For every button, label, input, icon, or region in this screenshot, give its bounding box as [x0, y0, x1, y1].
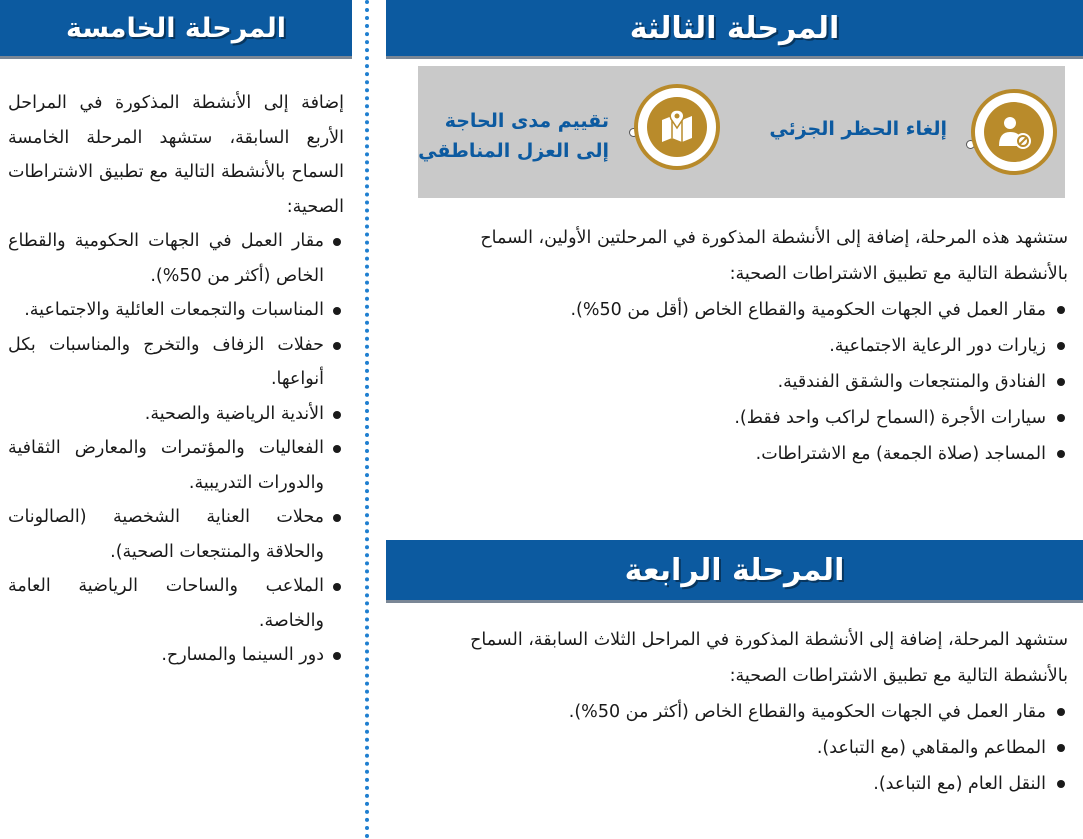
area-isolation-line2: إلى العزل المناطقي: [418, 140, 609, 162]
map-badge: [634, 84, 720, 170]
stage4-intro: ستشهد المرحلة، إضافة إلى الأنشطة المذكورة في المراحل الثلاث السابقة، السماح بالأنشطة التالية مع تطبيق الاشتراطات الصحية:: [470, 630, 1068, 686]
list-item: المناسبات والتجمعات العائلية والاجتماعية.: [8, 293, 344, 328]
list-item: سيارات الأجرة (السماح لراكب واحد فقط).: [412, 400, 1068, 436]
column-divider: [365, 0, 369, 839]
area-isolation-line1: تقييم مدى الحاجة: [444, 110, 609, 132]
stage3-content: [412, 220, 1068, 472]
list-item: المساجد (صلاة الجمعة) مع الاشتراطات.: [412, 436, 1068, 472]
stage5-header: [0, 0, 352, 56]
partial-curfew-label: إلغاء الحظر الجزئي: [769, 118, 947, 140]
person-badge: [971, 89, 1057, 175]
list-item: مقار العمل في الجهات الحكومية والقطاع الخاص (أكثر من 50%).: [8, 224, 344, 293]
person-block-icon: [984, 102, 1044, 162]
stage3-title: المرحلة الثالثة: [629, 10, 840, 46]
area-isolation-label: [409, 106, 609, 166]
stage5-intro: إضافة إلى الأنشطة المذكورة في المراحل الأربع السابقة، ستشهد المرحلة الخامسة السماح بالأنشطة التالية مع تطبيق الاشتراطات الصحية:: [8, 93, 344, 217]
list-item: مقار العمل في الجهات الحكومية والقطاع الخاص (أقل من 50%).: [412, 292, 1068, 328]
list-item: حفلات الزفاف والتخرج والمناسبات بكل أنواعها.: [8, 328, 344, 397]
list-item: الملاعب والساحات الرياضية العامة والخاصة.: [8, 569, 344, 638]
list-item: زيارات دور الرعاية الاجتماعية.: [412, 328, 1068, 364]
list-item: النقل العام (مع التباعد).: [412, 766, 1068, 802]
list-item: الفنادق والمنتجعات والشقق الفندقية.: [412, 364, 1068, 400]
stage3-intro: ستشهد هذه المرحلة، إضافة إلى الأنشطة المذكورة في المرحلتين الأولين، السماح بالأنشطة التالية مع تطبيق الاشتراطات الصحية:: [480, 228, 1068, 284]
list-item: الفعاليات والمؤتمرات والمعارض الثقافية والدورات التدريبية.: [8, 431, 344, 500]
list-item: محلات العناية الشخصية (الصالونات والحلاقة والمنتجعات الصحية).: [8, 500, 344, 569]
list-item: الأندية الرياضية والصحية.: [8, 397, 344, 432]
stage4-header: [386, 540, 1083, 600]
stage3-header: [386, 0, 1083, 56]
stage4-list: [412, 694, 1068, 802]
stage4-content: [412, 622, 1068, 802]
list-item: مقار العمل في الجهات الحكومية والقطاع الخاص (أكثر من 50%).: [412, 694, 1068, 730]
stage4-title: المرحلة الرابعة: [624, 552, 845, 588]
stage3-list: [412, 292, 1068, 472]
stage3-highlight-box: [418, 66, 1065, 198]
list-item: دور السينما والمسارح.: [8, 638, 344, 673]
list-item: المطاعم والمقاهي (مع التباعد).: [412, 730, 1068, 766]
map-pin-icon: [647, 97, 707, 157]
stage5-content: [8, 86, 344, 673]
stage5-list: [8, 224, 344, 673]
stage5-title: المرحلة الخامسة: [65, 12, 287, 44]
